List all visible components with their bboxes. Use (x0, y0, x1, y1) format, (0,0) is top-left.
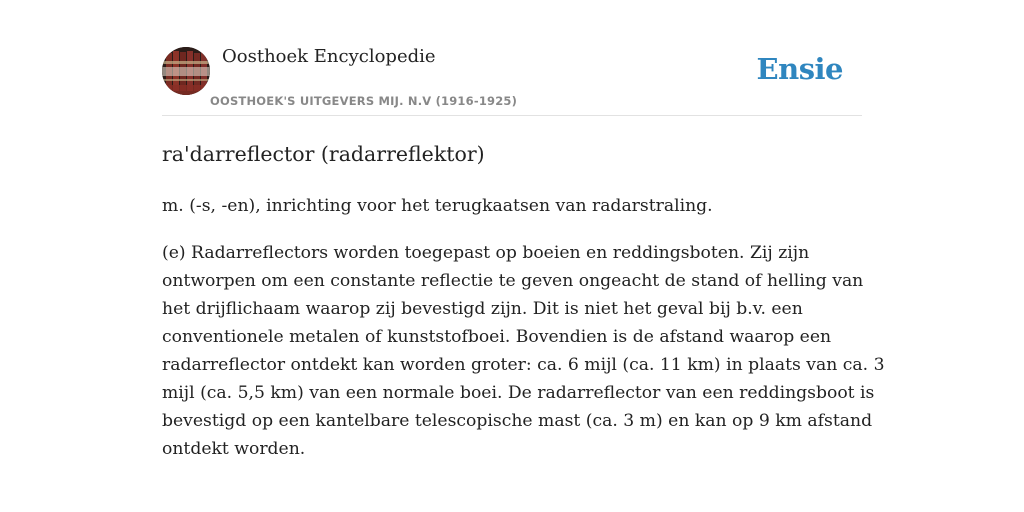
source-subtitle: OOSTHOEK'S UITGEVERS MIJ. N.V (1916-1925) (210, 94, 518, 108)
body-line: radarreflector ontdekt kan worden groter: ca. 6 mijl (ca. 11 km) in plaats van ca. 3 (162, 355, 885, 375)
source-title[interactable]: Oosthoek Encyclopedie (222, 46, 436, 67)
body-line: ontworpen om een constante reflectie te geven ongeacht de stand of helling van (162, 271, 864, 291)
body-line: het drijflichaam waarop zij bevestigd zijn. Dit is niet het geval bij b.v. een (162, 299, 803, 319)
entry-card (162, 45, 885, 459)
encyclopedia-books-icon[interactable] (162, 47, 210, 95)
body-line: bevestigd op een kantelbare telescopische mast (ca. 3 m) en kan op 9 km afstand (162, 411, 873, 431)
body-line: conventionele metalen of kunststofboei. Bovendien is de afstand waarop een (162, 327, 832, 347)
header-divider (162, 115, 862, 116)
brand-logo[interactable]: Ensie (756, 52, 843, 86)
body-line: (e) Radarreflectors worden toegepast op boeien en reddingsboten. Zij zijn (162, 243, 810, 263)
body-line: ontdekt worden. (162, 439, 306, 459)
entry-body (162, 239, 885, 463)
entry-term: ra'darreflector (radarreflektor) (162, 142, 485, 166)
source-header (162, 45, 862, 115)
body-line: mijl (ca. 5,5 km) van een normale boei. De radarreflector van een reddingsboot is (162, 383, 875, 403)
entry-definition: m. (-s, -en), inrichting voor het terugkaatsen van radarstraling. (162, 196, 713, 216)
